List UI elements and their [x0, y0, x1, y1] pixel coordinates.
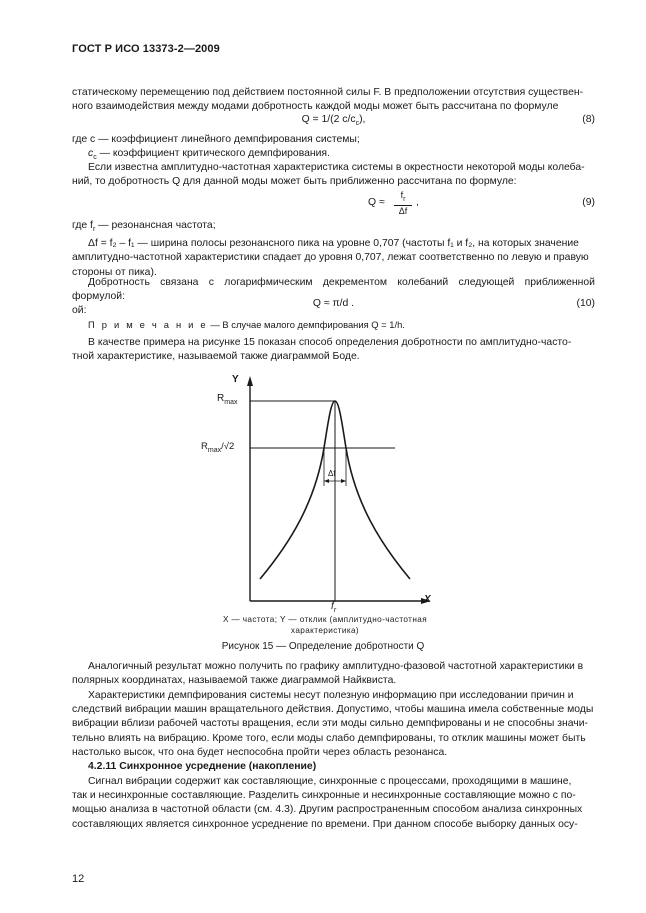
paragraph-line: Если известна амплитудно-частотная характеристика системы в окрестности некоторой моды колеба- — [88, 162, 585, 173]
definition-df-cont: амплитудно-частотной характеристики спадает до уровня 0,707, лежат соответственно по левую и правую — [72, 252, 589, 264]
definition-fr: где $f_r$ — резонансная частота; — [72, 220, 216, 234]
definition-cc: $c_c$ — коэффициент критического демпфирования. — [88, 148, 330, 162]
paragraph-line: Аналогичный результат можно получить по графику амплитудно-фазовой частотной характеристики в — [88, 661, 584, 672]
figure-legend — [200, 614, 450, 636]
paragraph-line: следствий вибрации машин вращательного действия. Допустимо, чтобы машина имела собственные моды — [72, 704, 594, 716]
paragraph-line: ного взаимодействия между модами добротность каждой моды может быть рассчитана по формуле — [72, 101, 559, 113]
definition-c: где c — коэффициент линейного демпфирования системы; — [72, 134, 360, 145]
paragraph-2 — [72, 161, 595, 189]
formula-9-lhs: Q ≈ — [368, 197, 385, 208]
paragraph-line: вибрации вблизи рабочей частоты вращения, если эти моды сильно демпфированы и не способны значи- — [72, 718, 588, 730]
df-label: Δf — [328, 469, 336, 478]
note-label: П р и м е ч а н и е — [88, 319, 208, 330]
formula-9-fraction — [394, 190, 412, 216]
figure-15 — [195, 368, 445, 613]
fr-label: $f_r$ — [331, 601, 337, 614]
paragraph-line: Добротность связана с логарифмическим декрементом колебаний следующей приближенной формулой: — [72, 277, 595, 303]
y-axis-label: Y — [232, 374, 239, 385]
formula-10-number: (10) — [576, 298, 595, 309]
paragraph-line: так и несинхронные составляющие. Разделить синхронные и несинхронные составляющие можно с по- — [72, 790, 576, 802]
formula-9-denominator: Δf — [398, 205, 408, 216]
rmax-label: $R_{max}$ — [217, 393, 238, 406]
paragraph-6 — [72, 689, 595, 760]
x-axis-label: X — [424, 594, 431, 605]
figure-caption: Рисунок 15 — Определение добротности Q — [221, 641, 425, 652]
paragraph-line: мощью анализа в частотной области (см. 4.3). Другим распространенным способом анализа синхронных — [72, 804, 583, 816]
paragraph-line: ой: — [72, 305, 87, 317]
paragraph-line: тельно влиять на вибрацию. Кроме того, если моды слабо демпфированы, то отклик машины может быть — [72, 732, 586, 744]
y-axis-arrow-icon — [247, 376, 253, 386]
formula-10 — [72, 298, 595, 312]
df-right-arrow-icon — [341, 479, 346, 483]
definition-df: Δf = f₂ – f₁ — ширина полосы резонансного пика на уровне 0,707 (частоты f₁ и f₂, на которых значение — [88, 238, 579, 250]
legend-line: характеристика) — [290, 626, 360, 635]
definition-df-cont: стороны от пика). — [72, 266, 157, 278]
paragraph-line: ний, то добротность Q для данной моды может быть приближенно рассчитана по формуле: — [72, 176, 517, 188]
paragraph-5 — [72, 660, 595, 688]
page-number: 12 — [72, 873, 85, 885]
formula-8 — [72, 114, 595, 128]
paragraph-line: полярных координатах, называемой также диаграммой Найквиста. — [72, 675, 397, 687]
document-header: ГОСТ Р ИСО 13373-2—2009 — [72, 43, 220, 55]
paragraph-line: Характеристики демпфирования системы несут полезную информацию при исследовании причин и — [88, 690, 574, 701]
formula-9-comma: , — [416, 197, 419, 208]
note — [88, 319, 405, 330]
formula-8-expression: Q = 1/(2 $c/c_c$), — [301, 114, 366, 128]
paragraph-7 — [72, 775, 595, 832]
formula-9-definitions — [72, 219, 595, 280]
section-heading: 4.2.11 Синхронное усреднение (накопление) — [88, 761, 317, 772]
formula-9-numerator: $f_r$ — [394, 190, 412, 206]
paragraph-1 — [72, 86, 595, 114]
paragraph-line: В качестве примера на рисунке 15 показан способ определения добротности по амплитудно-часто- — [88, 337, 572, 348]
df-left-arrow-icon — [324, 479, 329, 483]
paragraph-line: Сигнал вибрации содержит как составляющие, синхронные с процессами, проходящими в машине, — [88, 776, 572, 787]
formula-10-expression: Q ≈ π/d . — [312, 298, 355, 309]
paragraph-line: тной характеристике, называемой также диаграммой Боде. — [72, 351, 360, 363]
rmax-sqrt2-label: $R_{max}/√2$ — [201, 441, 235, 454]
paragraph-line: настолько высок, что она будет неспособна пройти через область резонанса. — [72, 746, 448, 758]
paragraph-4 — [72, 336, 595, 364]
paragraph-line: составляющих является синхронное усреднение по времени. При данном способе выборку данных осу- — [72, 818, 578, 830]
legend-line: X — частота; Y — отклик (амплитудно-частотная — [222, 615, 428, 624]
note-text: — В случае малого демпфирования Q = 1/h. — [207, 319, 405, 330]
formula-8-number: (8) — [582, 114, 595, 125]
formula-9-number: (9) — [582, 197, 595, 208]
formula-9 — [72, 190, 595, 216]
paragraph-line: статическому перемещению под действием постоянной силы F. В предположении отсутствия существен- — [72, 87, 584, 98]
